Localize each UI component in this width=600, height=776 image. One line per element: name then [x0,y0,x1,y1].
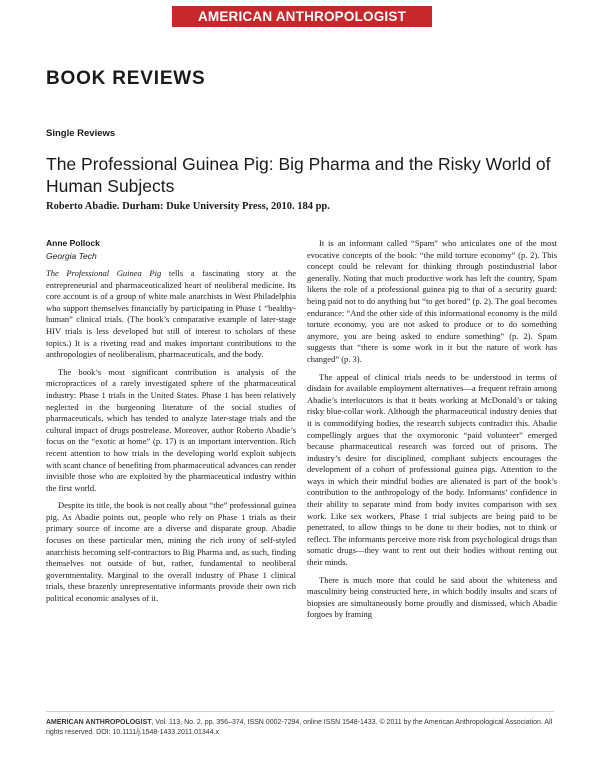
footer-journal: AMERICAN ANTHROPOLOGIST [46,719,152,726]
journal-name: AMERICAN ANTHROPOLOGIST [197,9,407,24]
footer-divider [46,711,554,712]
paragraph-text: The book’s most significant contribution is analysis of the micropractices of a rarely investigated sphere of the pharmaceutical industry: Phase 1 trials in the United States. Phase 1 has been relatively neglected in the burgeoning literature of the social studies of pharmaceuticals, which has tended to analyze later-stage trials and the cultural impact of drugs postrelease. Moreover, author Roberto Abadie’s focus on the “exotic at home” (p. 17) is an important intervention. Rich recent attention to how trials in the developing world exploit subjects with scant chance of benefiting from pharmaceutical advances can render invisible those who are exploited by the pharmaceutical industry within the first world. [46,366,296,493]
paragraph [46,268,296,361]
left-column [46,268,296,605]
right-column [307,238,557,621]
paragraph-text: Despite its title, the book is not really about “the” professional guinea pig. As Abadie points out, people who rely on Phase 1 trials as their primary source of income are a diverse and disparate group. Abadie focuses on these particular men, mining the rich irony of self-styled anarchists becoming self-contractors to Big Pharma and, as such, finding themselves not outside of but, rather, fundamental to neoliberal governmentality. Marginal to the overall industry of Phase 1 clinical trials, these brazenly unrepresentative informants provide their own rich political economic analyses of it. [46,500,296,604]
paragraph [46,367,296,495]
book-title: The Professional Guinea Pig: Big Pharma and the Risky World of Human Subjects [46,154,551,196]
paragraph [46,500,296,604]
journal-header-band [172,6,432,27]
paragraph: It is an informant called “Spam” who articulates one of the most evocative concepts of the book: “the mild torture economy” (p. 2). This concept could be relevant for thinking through postindustrial labor generally. Noting that much productive work has left the country, Spam likens the role of a professional guinea pig to that of a security guard: being paid not to do anything but “to get bored” (p. 2). The goal becomes endurance: “And the other side of this informational economy is the mild torture economy, you are not asked to produce or to do something anymore, you are being asked to endure something” (p. 2). Spam suggests that “there is some work in it but the nature of work has changed” (p. 3). [307,238,557,364]
paragraph-text: tells a fascinating story at the entrepreneurial and pharmaceuticalized heart of neoliberal medicine. Its core account is of a group of white male anarchists in West Philadelphia who support themselves financially by participating in Phase 1 “healthy-human” clinical trials. (The book’s comparative example of later-stage HIV trials is less developed but still of interest to scholars of these topics.) It is a riveting read and makes important contributions to the anthropologies of neoliberalism, pharmaceuticals, and the body. [46,268,297,360]
reviewer-affiliation: Georgia Tech [46,251,97,261]
reviewer-name: Anne Pollock [46,238,100,248]
book-citation: Roberto Abadie. Durham: Duke University Press, 2010. 184 pp. [46,201,330,212]
section-title: BOOK REVIEWS [46,68,206,89]
book-title-italic: The Professional Guinea Pig [46,268,162,278]
footer-details: , Vol. 113, No. 2, pp. 356–374, ISSN 0002-7294, online ISSN 1548-1433. © 2011 by the American Anthropological Association. All rights reserved. DOI: 10.1111/j.1548-1433.2011.01344.x [46,719,553,736]
paragraph: The appeal of clinical trials needs to be understood in terms of disdain for available employment alternatives—a frequent refrain among Abadie’s interlocutors is that it beats working at McDonald’s or taking risky blue-collar work. Although the pharmaceutical industry denies that it is commodifying bodies, the research subjects contradict this. Abadie compellingly argues that the oxymoronic “paid volunteer” emerged because pharmaceutical research was forced out of prisons. The industry’s desire for disciplined, compliant subjects encourages the development of a cohort of professional guinea pigs. Attention to the ways in which their mindful bodies are alienated is part of the book’s contribution to the anthropology of the body. Informants’ confidence in their ability to separate mind from body invites comparison with sex work. Like sex workers, Phase 1 trial subjects are being paid to be penetrated, to allow things to be done to their bodies, not to think or reflect. The informants perceive more risk from psychological drugs than somatic drugs—they want to rent out their bodies without renting out their minds. [307,371,557,568]
footer-citation [46,718,556,738]
paragraph: There is much more that could be said about the whiteness and masculinity being constructed here, in which bodily insults and scars of biopsies are simultaneously borne proudly and dismissed, which Abadie forgoes by framing [307,574,557,620]
subsection-title: Single Reviews [46,128,116,139]
